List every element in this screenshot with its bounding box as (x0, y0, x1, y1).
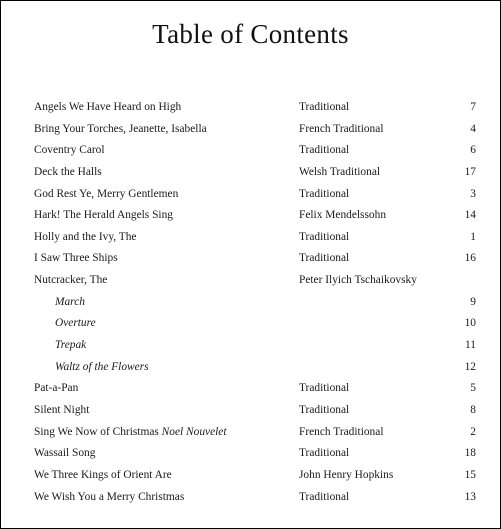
song-title-main: Sing We Now of Christmas (34, 425, 159, 438)
list-item (1, 162, 500, 184)
list-item (1, 400, 500, 422)
page-number: 12 (464, 360, 476, 373)
list-item (1, 184, 500, 206)
page-number: 3 (470, 187, 476, 200)
composer: Traditional (299, 447, 350, 460)
list-subitem (1, 357, 500, 379)
composer: Traditional (299, 101, 350, 113)
page-number: 13 (464, 490, 476, 503)
song-title: Wassail Song (34, 447, 96, 460)
list-item (1, 248, 500, 270)
composer: John Henry Hopkins (299, 468, 394, 481)
movement-title: Waltz of the Flowers (55, 360, 149, 373)
list-item (1, 119, 500, 141)
list-item (1, 205, 500, 227)
song-title: We Three Kings of Orient Are (34, 468, 172, 481)
page-number: 11 (465, 339, 476, 352)
page-number: 16 (464, 252, 476, 265)
song-title: I Saw Three Ships (34, 252, 118, 265)
page-number: 8 (470, 403, 476, 416)
song-title: Coventry Carol (34, 144, 105, 157)
page-number: 15 (464, 468, 476, 481)
composer: French Traditional (299, 425, 384, 438)
list-subitem (1, 335, 500, 357)
song-title: Bring Your Torches, Jeanette, Isabella (34, 122, 207, 135)
page-number: 5 (470, 382, 476, 395)
contents-list (1, 97, 500, 508)
song-title: Nutcracker, The (34, 274, 108, 287)
movement-title: Trepak (55, 339, 87, 352)
page-number: 10 (464, 317, 476, 330)
list-item (1, 97, 500, 119)
composer: Peter Ilyich Tschaikovsky (299, 274, 417, 287)
composer: Welsh Traditional (299, 165, 381, 178)
composer: Traditional (299, 490, 350, 503)
composer: Traditional (299, 230, 350, 243)
composer: Felix Mendelssohn (299, 209, 387, 222)
song-title: Angels We Have Heard on High (34, 101, 182, 113)
list-item (1, 378, 500, 400)
song-subtitle: Noel Nouvelet (161, 425, 227, 438)
list-item (1, 140, 500, 162)
page-number: 18 (464, 447, 476, 460)
composer: French Traditional (299, 122, 384, 135)
movement-title: March (55, 295, 85, 308)
list-item (1, 487, 500, 509)
composer: Traditional (299, 144, 350, 157)
page-number: 14 (464, 209, 476, 222)
composer: Traditional (299, 382, 350, 395)
page-title: Table of Contents (152, 19, 349, 49)
movement-title: Overture (55, 317, 96, 330)
list-item (1, 422, 500, 444)
page-number: 9 (470, 295, 476, 308)
list-subitem (1, 313, 500, 335)
list-subitem (1, 292, 500, 314)
page-number: 17 (464, 165, 476, 178)
song-title: Silent Night (34, 403, 90, 416)
list-item (1, 227, 500, 249)
list-item (1, 465, 500, 487)
page-number: 7 (470, 101, 476, 113)
page-number: 6 (470, 144, 476, 157)
song-title: God Rest Ye, Merry Gentlemen (34, 187, 179, 200)
page-number: 2 (470, 425, 476, 438)
composer: Traditional (299, 403, 350, 416)
song-title: We Wish You a Merry Christmas (34, 490, 185, 503)
composer: Traditional (299, 187, 350, 200)
composer: Traditional (299, 252, 350, 265)
song-title: Hark! The Herald Angels Sing (34, 209, 173, 222)
page-number: 1 (470, 230, 476, 243)
song-title: Pat-a-Pan (34, 382, 79, 395)
list-item (1, 270, 500, 292)
song-title (34, 422, 227, 444)
song-title: Deck the Halls (34, 165, 102, 178)
song-title: Holly and the Ivy, The (34, 230, 137, 243)
list-item (1, 443, 500, 465)
page-number: 4 (470, 122, 476, 135)
